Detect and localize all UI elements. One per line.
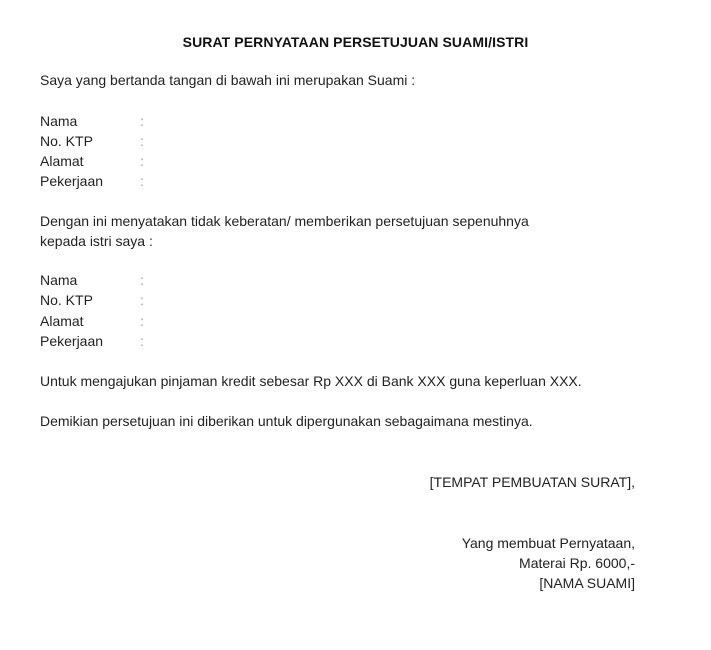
purpose-text: Untuk mengajukan pinjaman kredit sebesar Rp XXX di Bank XXX guna keperluan XXX. xyxy=(40,373,582,389)
field-label: Nama xyxy=(40,113,78,129)
statement-line-1: Dengan ini menyatakan tidak keberatan/ memberikan persetujuan sepenuhnya xyxy=(40,213,529,229)
intro-text: Saya yang bertanda tangan di bawah ini merupakan Suami : xyxy=(40,72,416,88)
field-separator: : xyxy=(140,153,144,169)
wife-field-name xyxy=(40,270,240,290)
statement-line-2: kepada istri saya : xyxy=(40,233,153,249)
field-label: No. KTP xyxy=(40,133,93,149)
document-title: SURAT PERNYATAAN PERSETUJUAN SUAMI/ISTRI xyxy=(182,34,529,50)
field-label: No. KTP xyxy=(40,292,93,308)
field-label: Alamat xyxy=(40,153,84,169)
wife-field-occupation xyxy=(40,331,240,351)
field-separator: : xyxy=(140,272,144,288)
signature-label: Yang membuat Pernyataan, xyxy=(461,535,635,551)
field-separator: : xyxy=(140,133,144,149)
field-separator: : xyxy=(140,313,144,329)
place-text: [TEMPAT PEMBUATAN SURAT], xyxy=(429,474,635,490)
field-label: Pekerjaan xyxy=(40,173,104,189)
wife-field-address xyxy=(40,311,240,331)
field-separator: : xyxy=(140,333,144,349)
field-label: Alamat xyxy=(40,313,84,329)
field-label: Nama xyxy=(40,272,78,288)
field-separator: : xyxy=(140,292,144,308)
field-separator: : xyxy=(140,113,144,129)
husband-field-ktp xyxy=(40,131,240,151)
wife-field-ktp xyxy=(40,290,240,310)
field-label: Pekerjaan xyxy=(40,333,104,349)
closing-text: Demikian persetujuan ini diberikan untuk dipergunakan sebagaimana mestinya. xyxy=(40,413,533,429)
stamp-text: Materai Rp. 6000,- xyxy=(519,555,635,571)
field-separator: : xyxy=(140,173,144,189)
husband-field-address xyxy=(40,151,240,171)
husband-field-name xyxy=(40,111,240,131)
husband-field-occupation xyxy=(40,171,240,191)
signer-name: [NAMA SUAMI] xyxy=(539,575,635,591)
